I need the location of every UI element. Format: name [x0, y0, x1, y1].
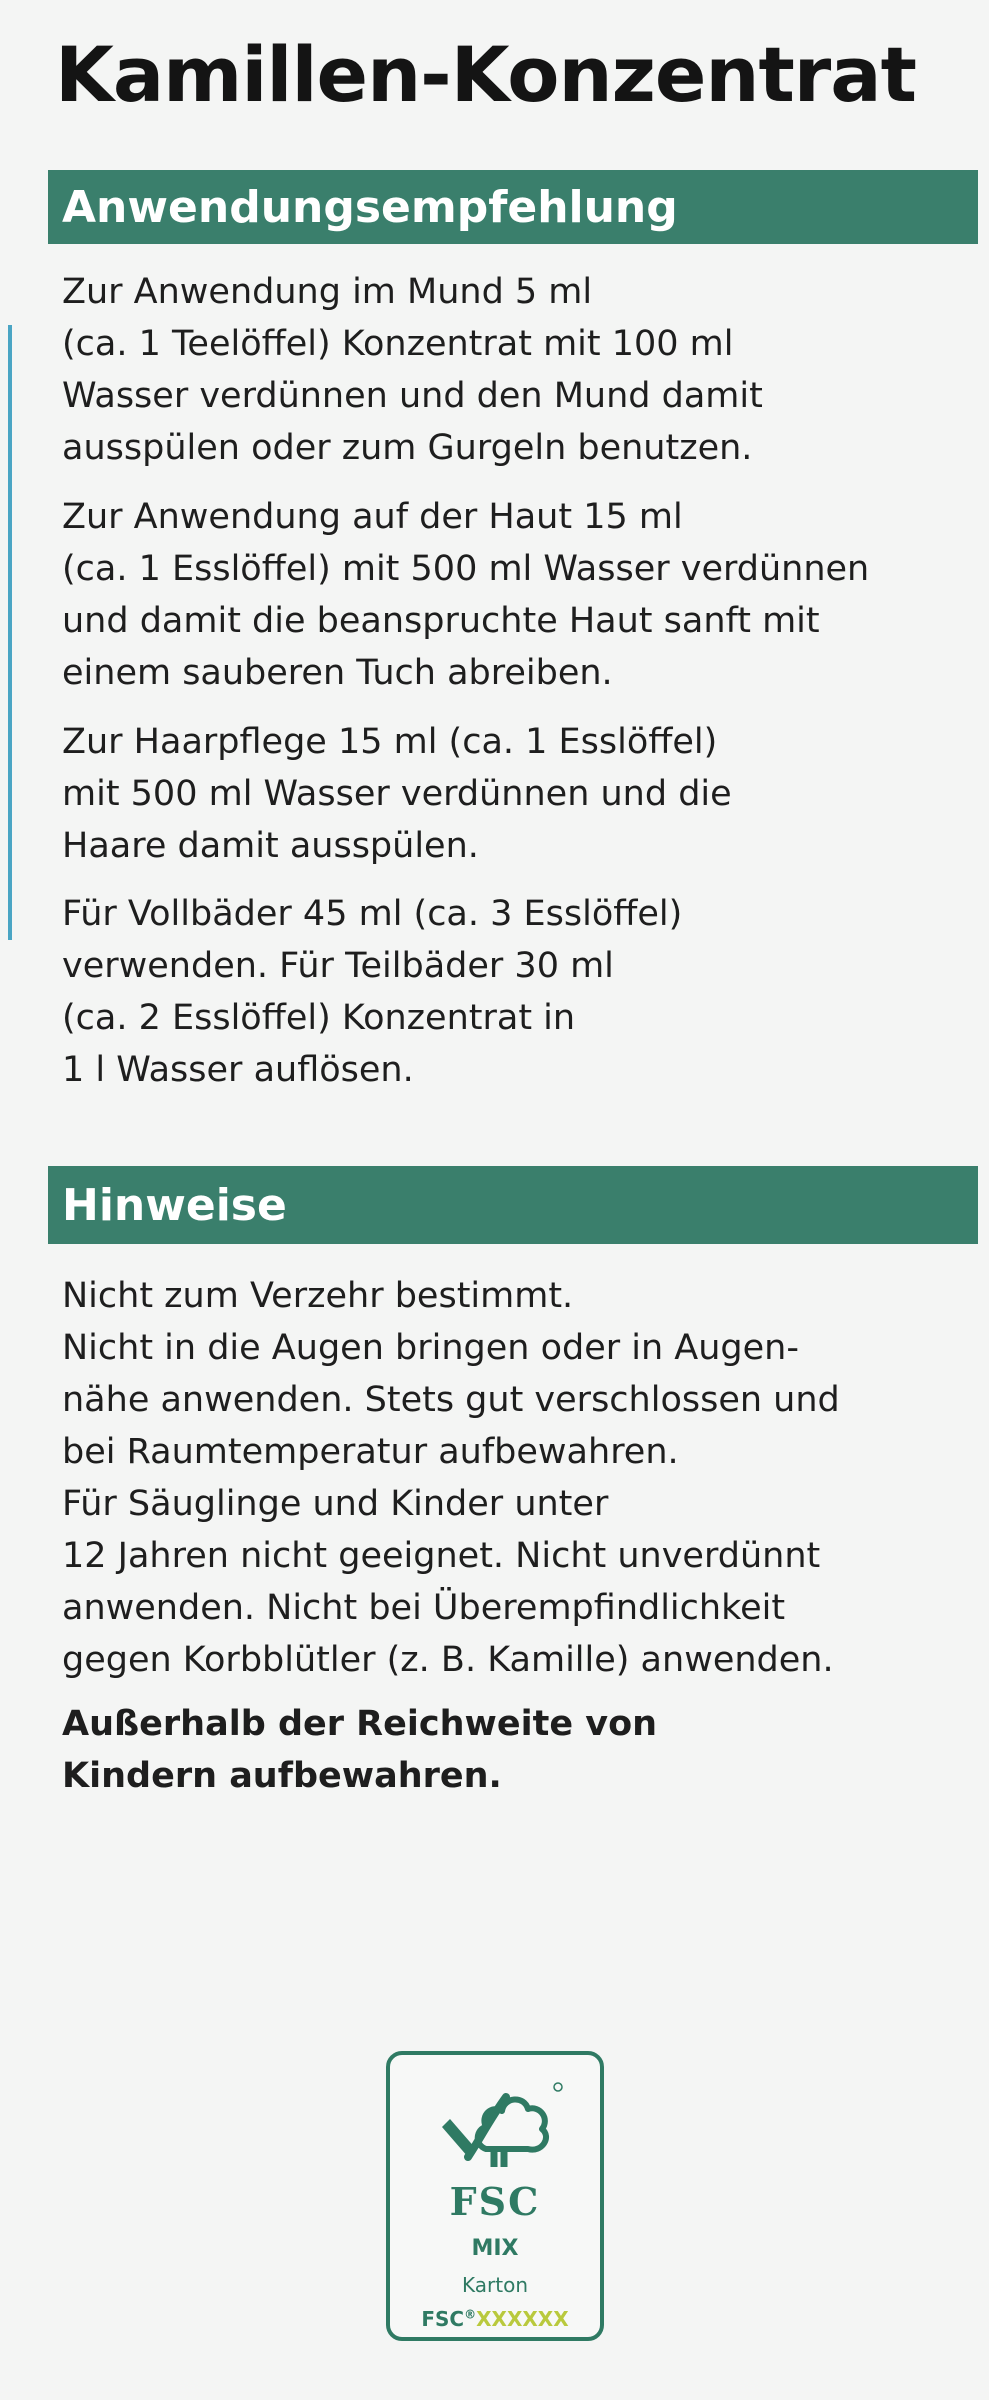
usage-paragraph-skin: Zur Anwendung auf der Haut 15 ml (ca. 1 Esslöffel) mit 500 ml Wasser verdünnen und damit die beanspruchte Haut sanft mit einem sauberen Tuch abreiben. [62, 497, 870, 693]
fsc-code-prefix: FSC [421, 2307, 465, 2331]
section-heading-hinweise: Hinweise [48, 1166, 978, 1244]
notes-paragraph: Nicht zum Verzehr bestimmt. Nicht in die Augen bringen oder in Augen- nähe anwenden. Stets gut verschlossen und bei Raumtemperatur aufbewahren. Für Säuglinge und Kinder unter 12 Jahren nicht geeignet. Nicht unverdünnt anwenden. Nicht bei Überempfindlichkeit gegen Korbblütler (z. B. Kamille) anwenden. [62, 1276, 840, 1680]
fsc-license-code [390, 2307, 600, 2331]
usage-paragraph-mouth: Zur Anwendung im Mund 5 ml (ca. 1 Teelöffel) Konzentrat mit 100 ml Wasser verdünnen und den Mund damit ausspülen oder zum Gurgeln benutzen. [62, 272, 763, 468]
fsc-name: FSC [449, 2179, 541, 2224]
fsc-tree-check-icon [428, 2075, 568, 2175]
product-title: Kamillen-Konzentrat [55, 30, 916, 119]
fsc-code-registered: ® [464, 2307, 477, 2322]
side-accent-line [8, 325, 12, 940]
section-heading-anwendungsempfehlung: Anwendungsempfehlung [48, 170, 978, 244]
usage-paragraph-hair: Zur Haarpflege 15 ml (ca. 1 Esslöffel) mit 500 ml Wasser verdünnen und die Haare damit ausspülen. [62, 722, 732, 866]
fsc-material-label: Karton [462, 2273, 528, 2297]
fsc-code-value: XXXXXX [476, 2307, 569, 2331]
fsc-label [386, 2051, 604, 2341]
usage-paragraph-bath: Für Vollbäder 45 ml (ca. 3 Esslöffel) verwenden. Für Teilbäder 30 ml (ca. 2 Esslöffel) Konzentrat in 1 l Wasser auflösen. [62, 894, 683, 1090]
notes-warning-children: Außerhalb der Reichweite von Kindern aufbewahren. [62, 1704, 658, 1796]
fsc-mix-label: MIX [471, 2236, 519, 2261]
